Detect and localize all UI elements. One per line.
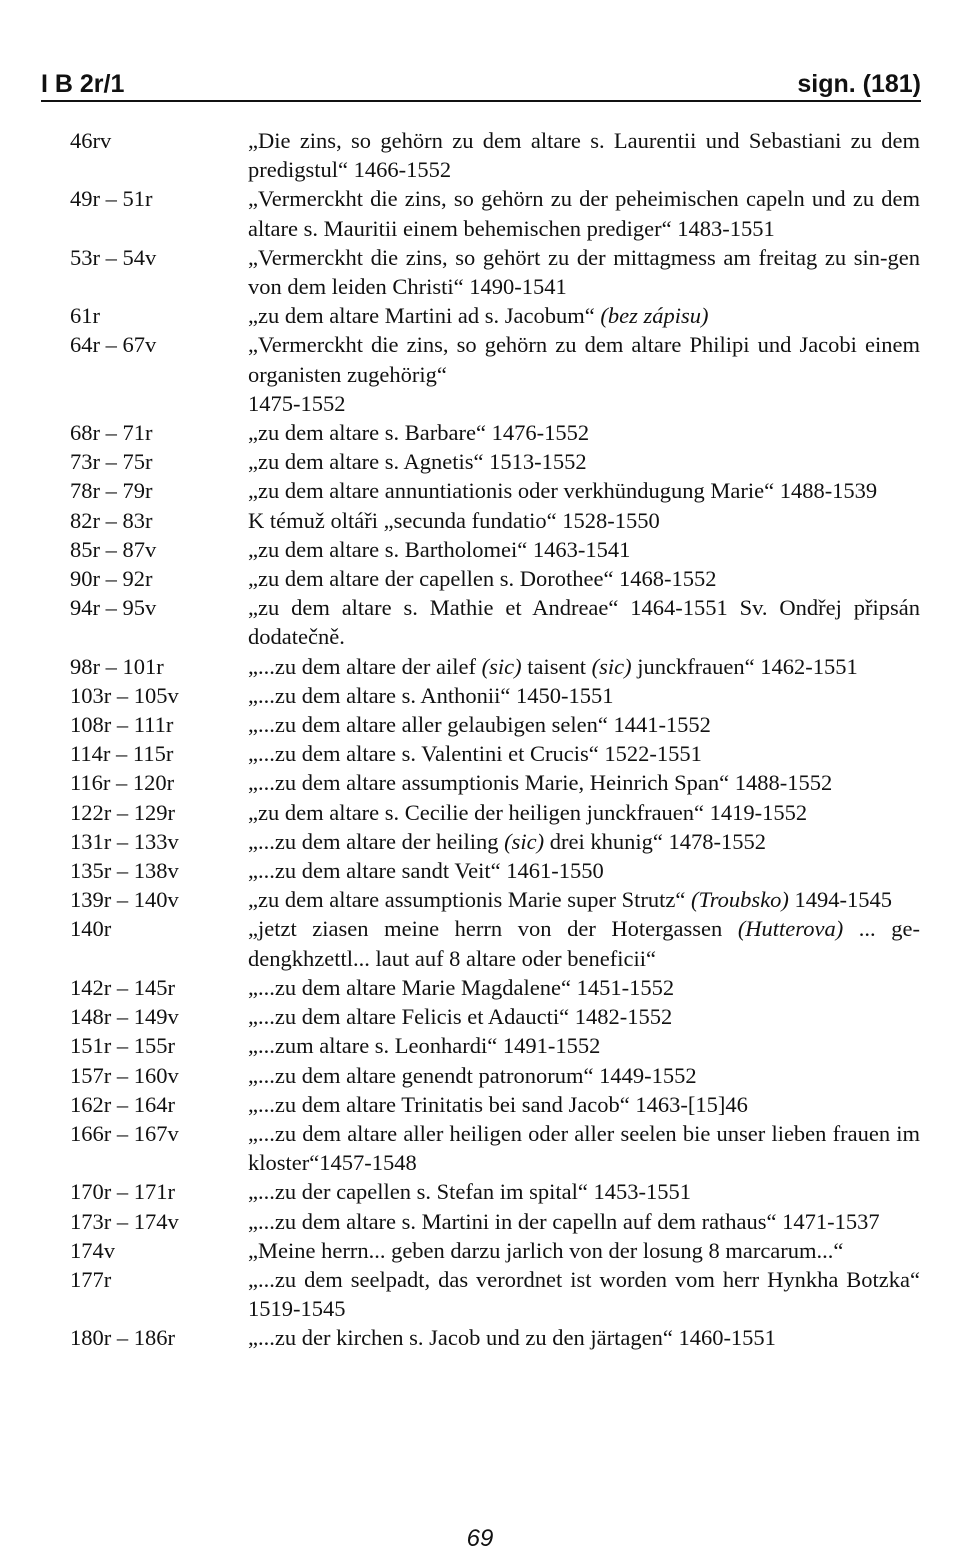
editorial-note: (sic) — [504, 828, 545, 854]
folio-reference: 78r – 79r — [70, 478, 153, 504]
editorial-note: (Troubsko) — [691, 887, 789, 913]
folio-reference: 85r – 87v — [70, 536, 157, 562]
entry-text: „...zu dem altare assumptionis Marie, Heinrich Span“ 1488-1552 — [248, 770, 833, 796]
entry-row — [70, 1323, 920, 1352]
entry-description — [248, 243, 920, 301]
entry-description — [248, 652, 920, 681]
folio-reference: 108r – 111r — [70, 712, 174, 738]
folio-reference: 173r – 174v — [70, 1208, 179, 1234]
entry-text: „zu dem altare der capellen s. Dorothee“ 1468-1552 — [248, 566, 717, 592]
entry-row — [70, 827, 920, 856]
entry-text: „...zu dem altare Trinitatis bei sand Jacob“ 1463-[15]46 — [248, 1091, 748, 1117]
folio-reference: 103r – 105v — [70, 682, 179, 708]
folio-reference: 53r – 54v — [70, 244, 157, 270]
entry-description — [248, 330, 920, 418]
folio-reference: 170r – 171r — [70, 1179, 175, 1205]
entry-description — [248, 710, 920, 739]
editorial-note: (bez zápisu) — [600, 303, 709, 329]
editorial-note: (Hutterova) — [737, 916, 844, 942]
folio-reference: 122r – 129r — [70, 799, 175, 825]
entry-description — [248, 476, 920, 505]
entry-description — [248, 1002, 920, 1031]
entry-description — [248, 1207, 920, 1236]
entry-description — [248, 418, 920, 447]
entry-description — [248, 1061, 920, 1090]
entry-row — [70, 1265, 920, 1323]
entry-text: „...zu dem altare sandt Veit“ 1461-1550 — [248, 858, 604, 884]
entry-row — [70, 681, 920, 710]
entry-description — [248, 885, 920, 914]
folio-reference: 162r – 164r — [70, 1091, 175, 1117]
entry-description — [248, 184, 920, 242]
entry-text: „Vermerckht die zins, so gehört zu der mittagmess am freitag zu sin-gen von dem leiden Christi“ 1490-1541 — [248, 244, 920, 300]
entry-description — [248, 1236, 920, 1265]
entry-text: „...zu der capellen s. Stefan im spital“ 1453-1551 — [248, 1179, 691, 1205]
entry-description — [248, 914, 920, 972]
entry-description — [248, 798, 920, 827]
entry-description — [248, 301, 920, 330]
entry-text: „...zu dem altare aller gelaubigen selen“ 1441-1552 — [248, 712, 711, 738]
folio-reference: 135r – 138v — [70, 858, 179, 884]
folio-reference: 157r – 160v — [70, 1062, 179, 1088]
entry-row — [70, 564, 920, 593]
entry-text: „zu dem altare s. Bartholomei“ 1463-1541 — [248, 536, 631, 562]
entry-text: „...zu dem altare der ailef — [248, 653, 476, 679]
entry-row — [70, 301, 920, 330]
entry-text: „...zu dem altare der heiling — [248, 828, 499, 854]
entry-text: „zu dem altare assumptionis Marie super Strutz“ — [248, 887, 686, 913]
folio-reference: 98r – 101r — [70, 653, 164, 679]
entry-row — [70, 1090, 920, 1119]
folio-reference: 166r – 167v — [70, 1120, 179, 1146]
folio-reference: 151r – 155r — [70, 1033, 175, 1059]
entry-row — [70, 1002, 920, 1031]
entry-row — [70, 447, 920, 476]
entry-description — [248, 1119, 920, 1177]
entry-text: „zu dem altare s. Agnetis“ 1513-1552 — [248, 449, 587, 475]
entry-row — [70, 973, 920, 1002]
editorial-note: (sic) — [481, 653, 522, 679]
entry-text: 1494-1545 — [794, 887, 893, 913]
entry-text: „Vermerckht die zins, so gehörn zu der peheimischen capeln und zu dem altare s. Mauritii einem behemischen prediger“ 1483-1551 — [248, 186, 920, 241]
entry-row — [70, 418, 920, 447]
entry-text: „Vermerckht die zins, so gehörn zu dem altare Philipi und Jacobi einem organisten zugehörig“ — [248, 332, 920, 387]
folio-reference: 46rv — [70, 128, 112, 153]
entry-description — [248, 973, 920, 1002]
entry-row — [70, 652, 920, 681]
editorial-note: (sic) — [591, 653, 632, 679]
folio-reference: 139r – 140v — [70, 887, 179, 913]
entry-row — [70, 856, 920, 885]
entry-text: K témuž oltáři „secunda fundatio“ 1528-1550 — [248, 507, 660, 533]
folio-reference: 114r – 115r — [70, 741, 174, 767]
folio-reference: 49r – 51r — [70, 186, 153, 212]
entry-description — [248, 1323, 920, 1352]
entry-text: „...zu dem altare aller heiligen oder aller seelen bie unser lieben frauen im kloster“1457-1548 — [248, 1120, 920, 1176]
entry-text: taisent — [527, 653, 586, 679]
entry-text: ... ge-dengkhzettl... laut auf 8 altare oder beneficii“ — [248, 916, 920, 971]
entry-row — [70, 710, 920, 739]
entry-text: „...zum altare s. Leonhardi“ 1491-1552 — [248, 1033, 601, 1059]
entry-text: „zu dem altare s. Barbare“ 1476-1552 — [248, 420, 590, 446]
entry-description — [248, 739, 920, 768]
entry-text: „Die zins, so gehörn zu dem altare s. Laurentii und Sebastiani zu dem predigstul“ 1466-1552 — [248, 128, 920, 183]
entry-text: „zu dem altare Martini ad s. Jacobum“ — [248, 303, 595, 329]
entry-description — [248, 1177, 920, 1206]
folio-reference: 140r — [70, 916, 112, 942]
entry-row — [70, 476, 920, 505]
entry-text: „...zu dem altare genendt patronorum“ 1449-1552 — [248, 1062, 697, 1088]
folio-reference: 116r – 120r — [70, 770, 175, 796]
running-header — [41, 62, 921, 102]
folio-reference: 61r — [70, 303, 100, 329]
entry-description — [248, 1031, 920, 1060]
entry-description — [248, 593, 920, 651]
entry-description — [248, 447, 920, 476]
entry-text: „zu dem altare s. Cecilie der heiligen junckfrauen“ 1419-1552 — [248, 799, 808, 825]
page-number: 69 — [466, 1525, 494, 1552]
folio-reference: 142r – 145r — [70, 974, 175, 1000]
entry-row — [70, 1236, 920, 1265]
entry-text: „...zu der kirchen s. Jacob und zu den järtagen“ 1460-1551 — [248, 1325, 776, 1351]
entry-description — [248, 564, 920, 593]
folio-reference: 131r – 133v — [70, 828, 179, 854]
entry-row — [70, 1177, 920, 1206]
entry-row — [70, 535, 920, 564]
folio-reference: 180r – 186r — [70, 1325, 175, 1351]
entry-text: „...zu dem altare Marie Magdalene“ 1451-1552 — [248, 974, 675, 1000]
folio-reference: 90r – 92r — [70, 566, 153, 592]
entry-text: drei khunig“ 1478-1552 — [549, 828, 766, 854]
entry-text: „...zu dem seelpadt, das verordnet ist worden vom herr Hynkha Botzka“ 1519-1545 — [248, 1266, 920, 1322]
entry-row — [70, 184, 920, 242]
entry-text: junckfrauen“ 1462-1551 — [637, 653, 858, 679]
entry-list — [70, 126, 920, 1353]
folio-reference: 82r – 83r — [70, 507, 153, 533]
entry-row — [70, 1207, 920, 1236]
entry-row — [70, 126, 920, 184]
folio-reference: 64r – 67v — [70, 332, 157, 358]
entry-text: „zu dem altare s. Mathie et Andreae“ 1464-1551 Sv. Ondřej připsán dodatečně. — [248, 595, 920, 650]
folio-reference: 68r – 71r — [70, 420, 153, 446]
folio-reference: 94r – 95v — [70, 595, 157, 621]
entry-text: „...zu dem altare s. Valentini et Crucis“ 1522-1551 — [248, 741, 702, 767]
entry-row — [70, 768, 920, 797]
entry-description — [248, 681, 920, 710]
entry-description — [248, 856, 920, 885]
entry-row — [70, 243, 920, 301]
entry-text: „...zu dem altare Felicis et Adaucti“ 1482-1552 — [248, 1004, 673, 1030]
entry-description — [248, 535, 920, 564]
entry-row — [70, 885, 920, 914]
collection-label: I B 2r/1 — [41, 70, 125, 98]
entry-text: „...zu dem altare s. Anthonii“ 1450-1551 — [248, 682, 614, 708]
entry-row — [70, 914, 920, 972]
entry-row — [70, 798, 920, 827]
folio-reference: 73r – 75r — [70, 449, 153, 475]
entry-text: „jetzt ziasen meine herrn von der Hotergassen — [248, 916, 723, 942]
entry-row — [70, 739, 920, 768]
signature-label: sign. (181) — [797, 70, 921, 98]
folio-reference: 174v — [70, 1237, 115, 1263]
header-rule — [41, 100, 921, 102]
entry-description — [248, 1090, 920, 1119]
entry-description — [248, 1265, 920, 1323]
entry-description — [248, 827, 920, 856]
entry-description — [248, 506, 920, 535]
entry-text: „zu dem altare annuntiationis oder verkhündugung Marie“ 1488-1539 — [248, 478, 878, 504]
entry-row — [70, 506, 920, 535]
entry-text: „...zu dem altare s. Martini in der capelln auf dem rathaus“ 1471-1537 — [248, 1208, 880, 1234]
entry-row — [70, 1061, 920, 1090]
entry-description — [248, 126, 920, 184]
entry-row — [70, 1031, 920, 1060]
entry-text: „Meine herrn... geben darzu jarlich von der losung 8 marcarum...“ — [248, 1237, 844, 1263]
entry-row — [70, 330, 920, 418]
entry-description — [248, 768, 920, 797]
entry-row — [70, 593, 920, 651]
entry-date-line: 1475-1552 — [248, 390, 346, 416]
entry-row — [70, 1119, 920, 1177]
folio-reference: 148r – 149v — [70, 1004, 179, 1030]
folio-reference: 177r — [70, 1266, 112, 1292]
